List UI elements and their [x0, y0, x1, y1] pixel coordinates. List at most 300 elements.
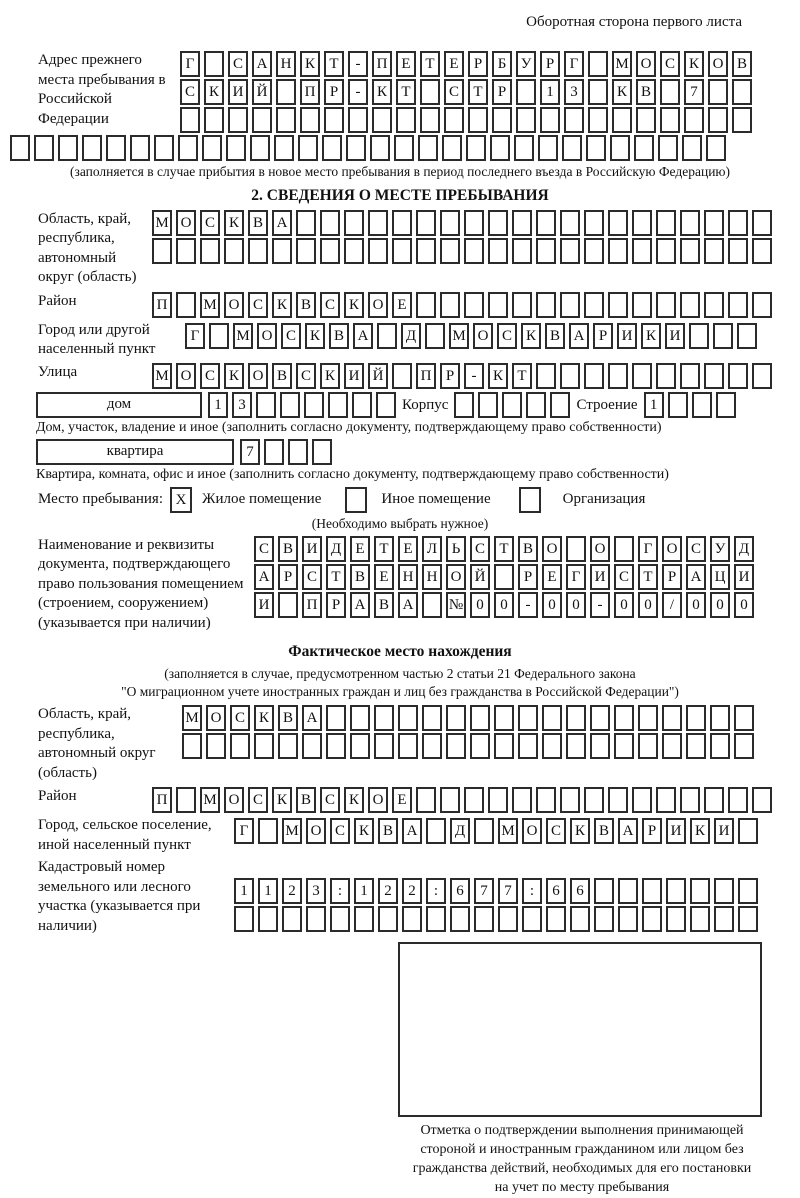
char-cell[interactable]: 1 [258, 878, 278, 904]
char-cell[interactable]: М [152, 210, 172, 236]
char-cell[interactable] [512, 210, 532, 236]
char-cell[interactable] [656, 292, 676, 318]
char-cell[interactable] [680, 787, 700, 813]
char-cell[interactable]: В [272, 363, 292, 389]
char-cell[interactable]: : [522, 878, 542, 904]
char-cell[interactable] [470, 733, 490, 759]
char-cell[interactable] [176, 787, 196, 813]
char-cell[interactable]: С [660, 51, 680, 77]
char-cell[interactable]: П [300, 79, 320, 105]
char-cell[interactable]: К [612, 79, 632, 105]
char-cell[interactable] [570, 906, 590, 932]
char-cell[interactable]: В [594, 818, 614, 844]
char-cell[interactable] [420, 107, 440, 133]
char-cell[interactable] [370, 135, 390, 161]
char-cell[interactable]: 0 [542, 592, 562, 618]
char-cell[interactable] [608, 238, 628, 264]
char-cell[interactable] [590, 733, 610, 759]
char-cell[interactable] [752, 238, 772, 264]
char-cell[interactable] [632, 363, 652, 389]
char-cell[interactable] [392, 210, 412, 236]
char-cell[interactable] [660, 79, 680, 105]
char-cell[interactable] [612, 107, 632, 133]
char-cell[interactable] [106, 135, 126, 161]
char-cell[interactable]: А [254, 564, 274, 590]
char-cell[interactable] [728, 210, 748, 236]
char-cell[interactable]: В [636, 79, 656, 105]
char-cell[interactable] [713, 323, 733, 349]
char-cell[interactable]: В [545, 323, 565, 349]
char-cell[interactable] [34, 135, 54, 161]
char-cell[interactable]: С [254, 536, 274, 562]
char-cell[interactable] [564, 107, 584, 133]
char-cell[interactable] [708, 107, 728, 133]
char-cell[interactable] [614, 733, 634, 759]
char-cell[interactable] [328, 392, 348, 418]
char-cell[interactable]: С [281, 323, 301, 349]
char-cell[interactable] [278, 592, 298, 618]
char-cell[interactable] [488, 292, 508, 318]
char-cell[interactable] [690, 906, 710, 932]
char-cell[interactable]: И [617, 323, 637, 349]
char-cell[interactable] [209, 323, 229, 349]
char-cell[interactable]: П [416, 363, 436, 389]
char-cell[interactable] [392, 363, 412, 389]
char-cell[interactable]: Н [422, 564, 442, 590]
char-cell[interactable]: В [378, 818, 398, 844]
char-cell[interactable] [464, 210, 484, 236]
char-cell[interactable]: А [618, 818, 638, 844]
char-cell[interactable] [152, 238, 172, 264]
char-cell[interactable]: 1 [540, 79, 560, 105]
char-cell[interactable] [392, 238, 412, 264]
char-cell[interactable]: 6 [450, 878, 470, 904]
char-cell[interactable]: В [296, 292, 316, 318]
char-cell[interactable] [264, 439, 284, 465]
char-cell[interactable]: С [320, 292, 340, 318]
char-cell[interactable]: О [542, 536, 562, 562]
char-cell[interactable] [680, 363, 700, 389]
char-cell[interactable] [440, 292, 460, 318]
char-cell[interactable] [368, 238, 388, 264]
char-cell[interactable] [440, 787, 460, 813]
char-cell[interactable]: Р [440, 363, 460, 389]
char-cell[interactable] [488, 787, 508, 813]
char-cell[interactable] [536, 363, 556, 389]
char-cell[interactable] [588, 79, 608, 105]
char-cell[interactable] [226, 135, 246, 161]
char-cell[interactable] [728, 363, 748, 389]
char-cell[interactable] [614, 705, 634, 731]
char-cell[interactable]: 1 [644, 392, 664, 418]
char-cell[interactable] [660, 107, 680, 133]
char-cell[interactable]: Ц [710, 564, 730, 590]
char-cell[interactable] [494, 733, 514, 759]
char-cell[interactable] [512, 238, 532, 264]
char-cell[interactable] [398, 733, 418, 759]
char-cell[interactable] [202, 135, 222, 161]
char-cell[interactable] [536, 787, 556, 813]
char-cell[interactable]: С [614, 564, 634, 590]
char-cell[interactable] [374, 733, 394, 759]
char-cell[interactable]: И [714, 818, 734, 844]
char-cell[interactable] [425, 323, 445, 349]
char-cell[interactable] [440, 210, 460, 236]
char-cell[interactable]: С [248, 787, 268, 813]
char-cell[interactable] [224, 238, 244, 264]
char-cell[interactable]: К [320, 363, 340, 389]
char-cell[interactable] [588, 51, 608, 77]
char-cell[interactable]: Т [326, 564, 346, 590]
char-cell[interactable]: К [521, 323, 541, 349]
char-cell[interactable]: П [152, 292, 172, 318]
char-cell[interactable]: Т [512, 363, 532, 389]
char-cell[interactable]: Р [518, 564, 538, 590]
char-cell[interactable]: И [666, 818, 686, 844]
char-cell[interactable]: И [302, 536, 322, 562]
char-cell[interactable]: Н [398, 564, 418, 590]
char-cell[interactable]: С [444, 79, 464, 105]
char-cell[interactable] [656, 238, 676, 264]
char-cell[interactable] [666, 906, 686, 932]
char-cell[interactable]: Р [492, 79, 512, 105]
char-cell[interactable]: К [300, 51, 320, 77]
char-cell[interactable] [272, 238, 292, 264]
char-cell[interactable] [352, 392, 372, 418]
char-cell[interactable] [728, 787, 748, 813]
char-cell[interactable]: П [152, 787, 172, 813]
char-cell[interactable] [250, 135, 270, 161]
char-cell[interactable] [312, 439, 332, 465]
char-cell[interactable]: Г [566, 564, 586, 590]
char-cell[interactable] [710, 705, 730, 731]
char-cell[interactable]: С [180, 79, 200, 105]
char-cell[interactable]: 3 [564, 79, 584, 105]
char-cell[interactable] [422, 592, 442, 618]
char-cell[interactable]: М [200, 292, 220, 318]
char-cell[interactable]: О [224, 787, 244, 813]
char-cell[interactable] [278, 733, 298, 759]
char-cell[interactable]: К [641, 323, 661, 349]
char-cell[interactable] [614, 536, 634, 562]
char-cell[interactable] [738, 878, 758, 904]
char-cell[interactable] [346, 135, 366, 161]
char-cell[interactable]: В [518, 536, 538, 562]
char-cell[interactable]: О [248, 363, 268, 389]
char-cell[interactable] [550, 392, 570, 418]
char-cell[interactable] [494, 564, 514, 590]
char-cell[interactable] [304, 392, 324, 418]
char-cell[interactable]: - [590, 592, 610, 618]
char-cell[interactable] [704, 238, 724, 264]
char-cell[interactable]: Е [392, 787, 412, 813]
checkbox-other-premises[interactable] [345, 487, 367, 513]
char-cell[interactable]: О [306, 818, 326, 844]
char-cell[interactable] [324, 107, 344, 133]
char-cell[interactable] [682, 135, 702, 161]
char-cell[interactable] [464, 787, 484, 813]
char-cell[interactable] [276, 107, 296, 133]
char-cell[interactable] [566, 733, 586, 759]
char-cell[interactable] [536, 292, 556, 318]
char-cell[interactable] [560, 292, 580, 318]
char-cell[interactable]: К [272, 787, 292, 813]
char-cell[interactable] [656, 787, 676, 813]
char-cell[interactable]: О [257, 323, 277, 349]
char-cell[interactable] [488, 210, 508, 236]
char-cell[interactable]: И [344, 363, 364, 389]
char-cell[interactable]: Б [492, 51, 512, 77]
char-cell[interactable]: Т [396, 79, 416, 105]
char-cell[interactable] [588, 107, 608, 133]
char-cell[interactable] [704, 292, 724, 318]
char-cell[interactable] [300, 107, 320, 133]
char-cell[interactable] [642, 906, 662, 932]
char-cell[interactable]: О [176, 210, 196, 236]
char-cell[interactable] [298, 135, 318, 161]
char-cell[interactable] [502, 392, 522, 418]
char-cell[interactable] [538, 135, 558, 161]
char-cell[interactable]: К [224, 210, 244, 236]
char-cell[interactable] [276, 79, 296, 105]
char-cell[interactable]: О [176, 363, 196, 389]
char-cell[interactable] [518, 733, 538, 759]
char-cell[interactable]: К [570, 818, 590, 844]
char-cell[interactable] [680, 210, 700, 236]
char-cell[interactable] [274, 135, 294, 161]
char-cell[interactable]: 2 [282, 878, 302, 904]
char-cell[interactable] [320, 210, 340, 236]
char-cell[interactable]: И [665, 323, 685, 349]
char-cell[interactable]: 0 [638, 592, 658, 618]
char-cell[interactable] [154, 135, 174, 161]
char-cell[interactable] [280, 392, 300, 418]
char-cell[interactable]: А [350, 592, 370, 618]
char-cell[interactable] [228, 107, 248, 133]
char-cell[interactable]: С [497, 323, 517, 349]
char-cell[interactable] [536, 238, 556, 264]
char-cell[interactable]: 0 [734, 592, 754, 618]
char-cell[interactable] [738, 906, 758, 932]
char-cell[interactable]: В [732, 51, 752, 77]
char-cell[interactable] [560, 787, 580, 813]
char-cell[interactable] [737, 323, 757, 349]
char-cell[interactable] [176, 292, 196, 318]
char-cell[interactable] [566, 705, 586, 731]
char-cell[interactable] [288, 439, 308, 465]
char-cell[interactable] [490, 135, 510, 161]
char-cell[interactable] [180, 107, 200, 133]
char-cell[interactable]: О [473, 323, 493, 349]
char-cell[interactable] [608, 787, 628, 813]
char-cell[interactable] [714, 906, 734, 932]
char-cell[interactable]: Р [642, 818, 662, 844]
char-cell[interactable] [680, 292, 700, 318]
char-cell[interactable] [638, 705, 658, 731]
char-cell[interactable]: Е [396, 51, 416, 77]
char-cell[interactable]: Е [444, 51, 464, 77]
char-cell[interactable]: С [200, 210, 220, 236]
char-cell[interactable] [416, 210, 436, 236]
char-cell[interactable]: - [348, 51, 368, 77]
char-cell[interactable]: В [350, 564, 370, 590]
char-cell[interactable] [82, 135, 102, 161]
char-cell[interactable] [466, 135, 486, 161]
char-cell[interactable] [354, 906, 374, 932]
char-cell[interactable]: С [320, 787, 340, 813]
char-cell[interactable]: Р [278, 564, 298, 590]
char-cell[interactable]: - [518, 592, 538, 618]
char-cell[interactable]: Р [326, 592, 346, 618]
char-cell[interactable] [396, 107, 416, 133]
char-cell[interactable]: Т [638, 564, 658, 590]
checkbox-residential[interactable]: X [170, 487, 192, 513]
char-cell[interactable] [584, 292, 604, 318]
char-cell[interactable] [326, 733, 346, 759]
char-cell[interactable] [618, 906, 638, 932]
char-cell[interactable] [566, 536, 586, 562]
char-cell[interactable]: Г [180, 51, 200, 77]
char-cell[interactable] [464, 238, 484, 264]
char-cell[interactable] [296, 210, 316, 236]
char-cell[interactable]: П [372, 51, 392, 77]
char-cell[interactable] [610, 135, 630, 161]
char-cell[interactable] [704, 787, 724, 813]
char-cell[interactable] [470, 705, 490, 731]
char-cell[interactable]: 6 [546, 878, 566, 904]
char-cell[interactable] [454, 392, 474, 418]
char-cell[interactable] [258, 818, 278, 844]
char-cell[interactable] [608, 292, 628, 318]
char-cell[interactable]: С [248, 292, 268, 318]
char-cell[interactable]: 1 [234, 878, 254, 904]
char-cell[interactable]: Т [494, 536, 514, 562]
char-cell[interactable] [634, 135, 654, 161]
char-cell[interactable] [204, 51, 224, 77]
char-cell[interactable] [666, 878, 686, 904]
char-cell[interactable]: У [516, 51, 536, 77]
char-cell[interactable]: Е [398, 536, 418, 562]
char-cell[interactable]: 7 [474, 878, 494, 904]
char-cell[interactable] [416, 238, 436, 264]
char-cell[interactable] [656, 363, 676, 389]
char-cell[interactable] [716, 392, 736, 418]
char-cell[interactable]: В [248, 210, 268, 236]
char-cell[interactable]: Г [185, 323, 205, 349]
char-cell[interactable] [738, 818, 758, 844]
char-cell[interactable] [692, 392, 712, 418]
char-cell[interactable] [230, 733, 250, 759]
char-cell[interactable]: К [354, 818, 374, 844]
char-cell[interactable]: Д [326, 536, 346, 562]
char-cell[interactable] [416, 787, 436, 813]
char-cell[interactable] [258, 906, 278, 932]
char-cell[interactable]: С [296, 363, 316, 389]
char-cell[interactable] [704, 363, 724, 389]
char-cell[interactable]: А [252, 51, 272, 77]
char-cell[interactable] [372, 107, 392, 133]
char-cell[interactable] [442, 135, 462, 161]
char-cell[interactable]: С [546, 818, 566, 844]
char-cell[interactable] [710, 733, 730, 759]
char-cell[interactable] [344, 238, 364, 264]
char-cell[interactable]: О [590, 536, 610, 562]
char-cell[interactable] [706, 135, 726, 161]
char-cell[interactable] [690, 878, 710, 904]
char-cell[interactable]: И [228, 79, 248, 105]
char-cell[interactable] [658, 135, 678, 161]
char-cell[interactable]: К [272, 292, 292, 318]
char-cell[interactable] [686, 705, 706, 731]
char-cell[interactable]: М [182, 705, 202, 731]
char-cell[interactable]: - [464, 363, 484, 389]
char-cell[interactable]: / [662, 592, 682, 618]
char-cell[interactable]: 0 [470, 592, 490, 618]
char-cell[interactable]: К [372, 79, 392, 105]
char-cell[interactable] [728, 238, 748, 264]
char-cell[interactable]: С [230, 705, 250, 731]
char-cell[interactable]: О [368, 787, 388, 813]
char-cell[interactable]: Р [468, 51, 488, 77]
char-cell[interactable] [420, 79, 440, 105]
char-cell[interactable]: 1 [208, 392, 228, 418]
char-cell[interactable]: Р [324, 79, 344, 105]
char-cell[interactable] [704, 210, 724, 236]
char-cell[interactable] [426, 818, 446, 844]
char-cell[interactable]: И [590, 564, 610, 590]
char-cell[interactable]: Д [401, 323, 421, 349]
char-cell[interactable] [536, 210, 556, 236]
char-cell[interactable]: О [522, 818, 542, 844]
char-cell[interactable] [686, 733, 706, 759]
char-cell[interactable]: Т [420, 51, 440, 77]
char-cell[interactable] [322, 135, 342, 161]
char-cell[interactable]: Л [422, 536, 442, 562]
char-cell[interactable] [662, 733, 682, 759]
char-cell[interactable]: М [233, 323, 253, 349]
char-cell[interactable]: М [282, 818, 302, 844]
char-cell[interactable] [608, 363, 628, 389]
char-cell[interactable]: Й [368, 363, 388, 389]
char-cell[interactable]: О [446, 564, 466, 590]
char-cell[interactable]: 7 [240, 439, 260, 465]
char-cell[interactable] [494, 705, 514, 731]
char-cell[interactable]: Е [374, 564, 394, 590]
char-cell[interactable] [320, 238, 340, 264]
char-cell[interactable] [542, 705, 562, 731]
char-cell[interactable] [398, 705, 418, 731]
char-cell[interactable] [752, 292, 772, 318]
char-cell[interactable]: С [686, 536, 706, 562]
char-cell[interactable] [402, 906, 422, 932]
char-cell[interactable] [732, 79, 752, 105]
char-cell[interactable]: Ь [446, 536, 466, 562]
char-cell[interactable]: Д [450, 818, 470, 844]
char-cell[interactable]: Е [542, 564, 562, 590]
char-cell[interactable]: К [254, 705, 274, 731]
char-cell[interactable] [540, 107, 560, 133]
char-cell[interactable]: В [374, 592, 394, 618]
char-cell[interactable] [234, 906, 254, 932]
char-cell[interactable]: Д [734, 536, 754, 562]
char-cell[interactable] [426, 906, 446, 932]
char-cell[interactable] [512, 292, 532, 318]
char-cell[interactable]: Е [350, 536, 370, 562]
char-cell[interactable]: К [344, 787, 364, 813]
char-cell[interactable]: М [200, 787, 220, 813]
char-cell[interactable]: О [368, 292, 388, 318]
char-cell[interactable]: М [152, 363, 172, 389]
